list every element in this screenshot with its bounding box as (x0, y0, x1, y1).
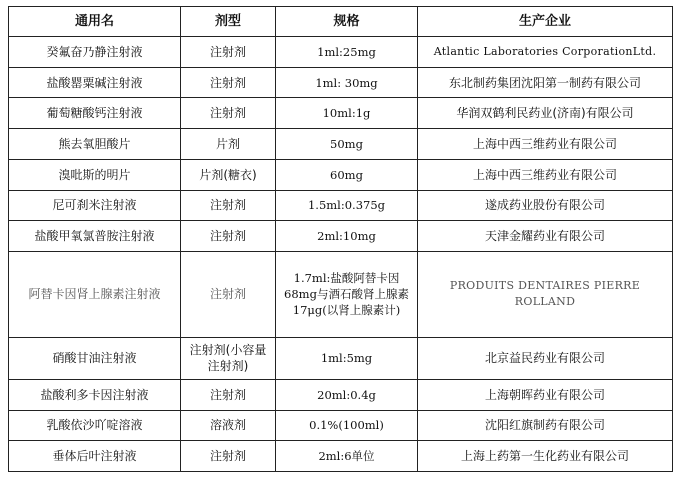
generic-name-cell: 盐酸罂粟碱注射液 (9, 67, 181, 98)
specification-cell: 2ml:10mg (276, 221, 418, 252)
manufacturer-cell: 东北制药集团沈阳第一制药有限公司 (418, 67, 673, 98)
manufacturer-cell: 上海上药第一生化药业有限公司 (418, 441, 673, 472)
dosage-form-cell: 注射剂(小容量注射剂) (181, 337, 276, 379)
generic-name-cell: 硝酸甘油注射液 (9, 337, 181, 379)
table-row (9, 159, 673, 190)
table-row (9, 129, 673, 160)
table-row (9, 337, 673, 379)
manufacturer-cell: Atlantic Laboratories CorporationLtd. (418, 37, 673, 68)
specification-cell: 1ml:25mg (276, 37, 418, 68)
dosage-form-cell: 注射剂 (181, 441, 276, 472)
table-row (9, 410, 673, 441)
manufacturer-cell: 上海中西三维药业有限公司 (418, 129, 673, 160)
specification-cell: 1.7ml:盐酸阿替卡因 68mg与酒石酸肾上腺素 17μg(以肾上腺素计) (276, 251, 418, 337)
specification-cell: 50mg (276, 129, 418, 160)
specification-cell: 1ml: 30mg (276, 67, 418, 98)
generic-name-cell: 盐酸利多卡因注射液 (9, 379, 181, 410)
dosage-form-cell: 注射剂 (181, 37, 276, 68)
dosage-form-cell: 注射剂 (181, 67, 276, 98)
manufacturer-cell: 遂成药业股份有限公司 (418, 190, 673, 221)
manufacturer-cell: 沈阳红旗制药有限公司 (418, 410, 673, 441)
specification-cell: 1.5ml:0.375g (276, 190, 418, 221)
manufacturer-cell: 华润双鹤利民药业(济南)有限公司 (418, 98, 673, 129)
drug-list-table (8, 6, 673, 472)
table-row (9, 251, 673, 337)
header-manufacturer: 生产企业 (418, 7, 673, 37)
specification-cell: 1ml:5mg (276, 337, 418, 379)
dosage-form-cell: 片剂(糖衣) (181, 159, 276, 190)
table-row (9, 441, 673, 472)
generic-name-cell: 垂体后叶注射液 (9, 441, 181, 472)
table-row (9, 37, 673, 68)
generic-name-cell: 阿替卡因肾上腺素注射液 (9, 251, 181, 337)
dosage-form-cell: 溶液剂 (181, 410, 276, 441)
specification-cell: 60mg (276, 159, 418, 190)
table-row (9, 221, 673, 252)
specification-cell: 0.1%(100ml) (276, 410, 418, 441)
manufacturer-cell: 北京益民药业有限公司 (418, 337, 673, 379)
header-specification: 规格 (276, 7, 418, 37)
generic-name-cell: 葡萄糖酸钙注射液 (9, 98, 181, 129)
table-row (9, 190, 673, 221)
generic-name-cell: 溴吡斯的明片 (9, 159, 181, 190)
dosage-form-cell: 注射剂 (181, 98, 276, 129)
table-row (9, 98, 673, 129)
generic-name-cell: 乳酸依沙吖啶溶液 (9, 410, 181, 441)
header-generic-name: 通用名 (9, 7, 181, 37)
specification-cell: 10ml:1g (276, 98, 418, 129)
header-row (9, 7, 673, 37)
dosage-form-cell: 注射剂 (181, 251, 276, 337)
dosage-form-cell: 注射剂 (181, 379, 276, 410)
generic-name-cell: 熊去氧胆酸片 (9, 129, 181, 160)
manufacturer-cell: 天津金耀药业有限公司 (418, 221, 673, 252)
generic-name-cell: 尼可刹米注射液 (9, 190, 181, 221)
table-row (9, 67, 673, 98)
dosage-form-cell: 注射剂 (181, 190, 276, 221)
generic-name-cell: 癸氟奋乃静注射液 (9, 37, 181, 68)
manufacturer-cell: 上海朝晖药业有限公司 (418, 379, 673, 410)
manufacturer-cell: 上海中西三维药业有限公司 (418, 159, 673, 190)
table-row (9, 379, 673, 410)
manufacturer-cell: PRODUITS DENTAIRES PIERRE ROLLAND (418, 251, 673, 337)
generic-name-cell: 盐酸甲氧氯普胺注射液 (9, 221, 181, 252)
specification-cell: 2ml:6单位 (276, 441, 418, 472)
dosage-form-cell: 片剂 (181, 129, 276, 160)
dosage-form-cell: 注射剂 (181, 221, 276, 252)
header-dosage-form: 剂型 (181, 7, 276, 37)
specification-cell: 20ml:0.4g (276, 379, 418, 410)
